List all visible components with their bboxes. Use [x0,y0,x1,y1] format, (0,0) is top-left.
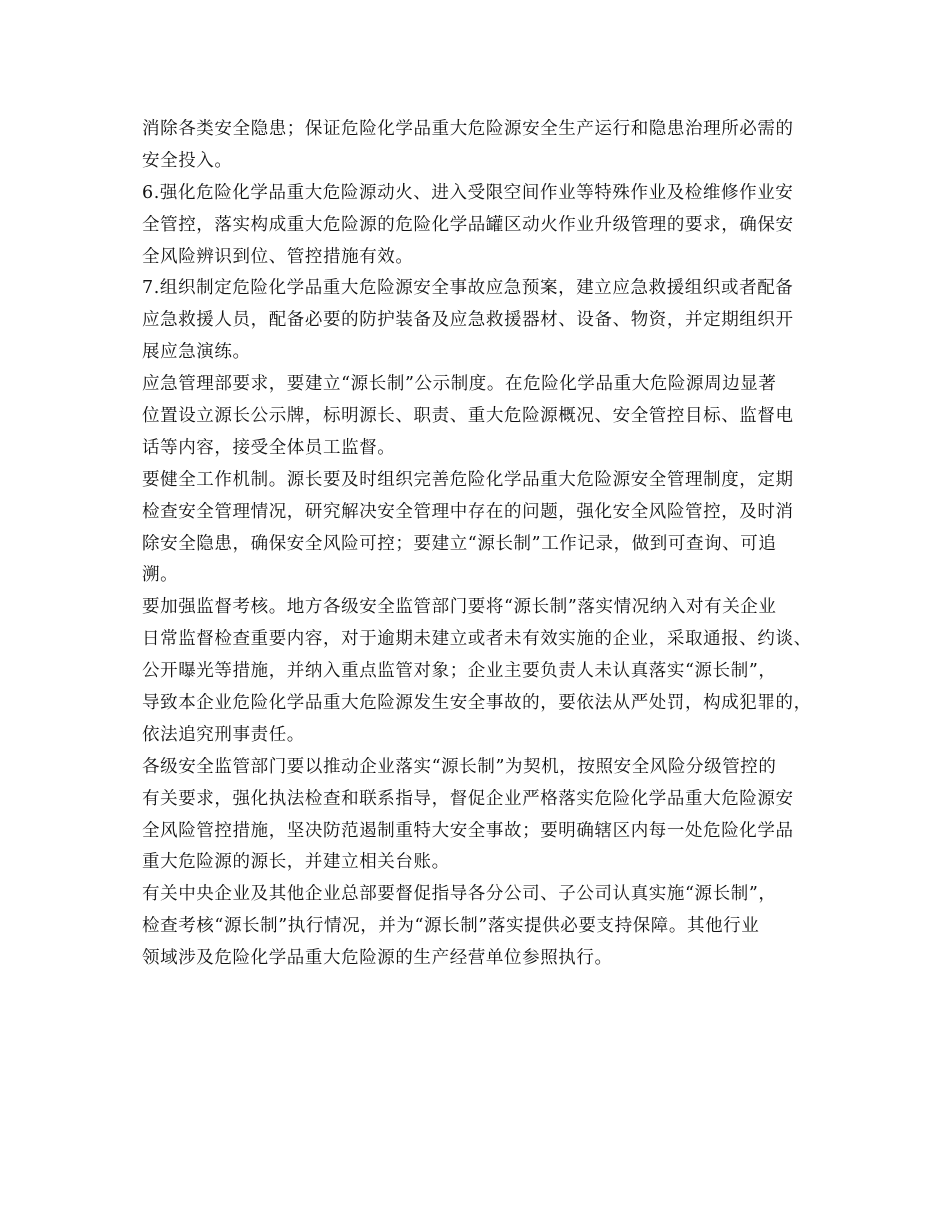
text-line: 有关中央企业及其他企业总部要督促指导各分公司、子公司认真实施“源长制”， [142,884,777,905]
text-line: 消除各类安全隐患；保证危险化学品重大危险源安全生产运行和隐患治理所必需的 [142,119,794,139]
text-line: 各级安全监管部门要以推动企业落实“源长制”为契机，按照安全风险分级管控的 [142,756,777,777]
text-line: 安全投入。 [142,150,233,171]
text-line: 公开曝光等措施，并纳入重点监管对象；企业主要负责人未认真落实“源长制”， [142,661,777,682]
text-line: 除安全隐患，确保安全风险可控；要建立“源长制”工作记录，做到可查询、可追 [142,533,777,554]
text-line: 依法追究刑事责任。 [142,724,305,745]
text-line: 要加强监督考核。地方各级安全监管部门要将“源长制”落实情况纳入对有关企业 [142,597,777,618]
text-line: 检查考核“源长制”执行情况，并为“源长制”落实提供必要支持保障。其他行业 [142,916,760,937]
text-line: 位置设立源长公示牌，标明源长、职责、重大危险源概况、安全管控目标、监督电 [142,406,794,427]
text-line: 全风险管控措施，坚决防范遏制重特大安全事故；要明确辖区内每一处危险化学品 [142,820,794,841]
text-line: 有关要求，强化执法检查和联系指导，督促企业严格落实危险化学品重大危险源安 [142,788,794,809]
text-line: 话等内容，接受全体员工监督。 [142,437,396,458]
text-line: 检查安全管理情况，研究解决安全管理中存在的问题，强化安全风险管控，及时消 [142,501,794,522]
text-line: 要健全工作机制。源长要及时组织完善危险化学品重大危险源安全管理制度，定期 [142,469,794,490]
text-line: 日常监督检查重要内容，对于逾期未建立或者未有效实施的企业，采取通报、约谈、 [142,629,812,650]
text-line: 导致本企业危险化学品重大危险源发生安全事故的，要依法从严处罚，构成犯罪的， [142,693,812,714]
text-line: 重大危险源的源长，并建立相关台账。 [142,852,450,873]
text-line: 全风险辨识到位、管控措施有效。 [142,246,414,267]
text-line: 6.强化危险化学品重大危险源动火、进入受限空间作业等特殊作业及检维修作业安 [142,182,794,203]
text-line: 应急管理部要求，要建立“源长制”公示制度。在危险化学品重大危险源周边显著 [142,374,777,395]
text-line: 7.组织制定危险化学品重大危险源安全事故应急预案，建立应急救援组织或者配备 [142,278,794,299]
text-line: 展应急演练。 [142,342,251,363]
text-line: 全管控，落实构成重大危险源的危险化学品罐区动火作业升级管理的要求，确保安 [142,214,794,235]
document-body [142,114,832,975]
text-line: 领域涉及危险化学品重大危险源的生产经营单位参照执行。 [142,948,613,969]
text-line: 应急救援人员，配备必要的防护装备及应急救援器材、设备、物资，并定期组织开 [142,310,794,331]
text-line: 溯。 [142,565,179,586]
